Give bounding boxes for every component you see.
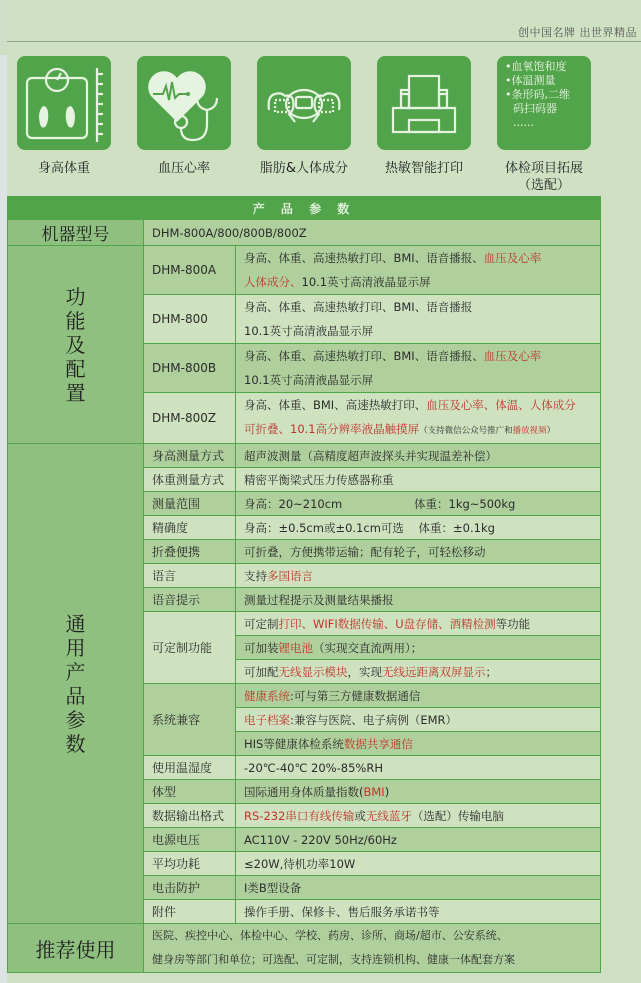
spec-value: I类B型设备 [236, 876, 601, 900]
spec-value: 可折叠，方便携带运输；配有轮子，可轻松移动 [236, 540, 601, 564]
feature-icons-row [7, 56, 641, 196]
spec-label: 体重测量方式 [144, 468, 236, 492]
spec-value: 精密平衡梁式压力传感器称重 [236, 468, 601, 492]
spec-value: 可加装锂电池（实现交直流两用）； [236, 636, 601, 660]
recommend-value: 医院、疾控中心、体检中心、学校、药房、诊所、商场/超市、公安系统、 健身房等部门和单位；可选配、可定制，支持连锁机构、健康一体配套方案 [144, 924, 601, 973]
spec-value: -20℃-40℃ 20%-85%RH [236, 756, 601, 780]
feature-caption: 体检项目拓展 （选配） [504, 161, 583, 193]
recommend-label: 推荐使用 [8, 924, 144, 973]
spec-value: 可定制打印、WIFI数据传输、U盘存储、酒精检测等功能 [236, 612, 601, 636]
spec-value: RS-232串口有线传输或无线蓝牙（选配）传输电脑 [236, 804, 601, 828]
feature-extended-items [489, 56, 599, 194]
model-row [8, 220, 601, 246]
tile-list-item: ...... [513, 116, 534, 129]
spec-value: 身高：±0.5cm或±0.1cm可选 体重：±0.1kg [236, 516, 601, 540]
spec-label: 附件 [144, 900, 236, 924]
table-title-row [8, 197, 601, 220]
spec-label: 身高测量方式 [144, 444, 236, 468]
spec-label: 数据输出格式 [144, 804, 236, 828]
spec-label: 体型 [144, 780, 236, 804]
heart-stethoscope-icon [137, 56, 231, 150]
brand-slogan: 创中国名牌 出世界精品 [518, 26, 637, 39]
spec-label: 使用温湿度 [144, 756, 236, 780]
feature-thermal-printing [369, 56, 479, 177]
feature-caption: 脂肪&人体成分 [259, 161, 349, 176]
left-edge-strip [0, 0, 7, 983]
spec-value: HIS等健康体检系统数据共享通信 [236, 732, 601, 756]
spec-label: 测量范围 [144, 492, 236, 516]
feature-caption: 热敏智能打印 [384, 161, 463, 176]
spec-label: 电源电压 [144, 828, 236, 852]
tile-list-item: •体温测量 [505, 74, 556, 87]
config-model: DHM-800Z [144, 393, 236, 444]
spec-value: 国际通用身体质量指数(BMI) [236, 780, 601, 804]
spec-label: 电击防护 [144, 876, 236, 900]
spec-value: 电子档案:兼容与医院、电子病例（EMR） [236, 708, 601, 732]
spec-value: 超声波测量（高精度超声波探头并实现温差补偿） [236, 444, 601, 468]
tile-list-item: •条形码,二维 [505, 88, 570, 101]
spec-value: 可加配无线显示模块，实现无线远距离双屏显示； [236, 660, 601, 684]
general-group-label: 通 用 产 品 参 数 [8, 444, 144, 924]
tile-list-item: 码扫码器 [513, 102, 557, 115]
config-desc: 身高、体重、高速热敏打印、BMI、语音播报 10.1英寸高清液晶显示屏 [236, 295, 601, 344]
model-value: DHM-800A/800/800B/800Z [144, 220, 601, 246]
feature-body-composition [249, 56, 359, 177]
product-spec-table [7, 196, 601, 973]
spec-value: 操作手册、保修卡、售后服务承诺书等 [236, 900, 601, 924]
spec-label: 语音提示 [144, 588, 236, 612]
feature-blood-pressure [129, 56, 239, 177]
spec-label: 语言 [144, 564, 236, 588]
feature-caption: 血压心率 [157, 161, 210, 176]
config-model: DHM-800B [144, 344, 236, 393]
spec-value: AC110V - 220V 50Hz/60Hz [236, 828, 601, 852]
extended-items-list-tile [497, 56, 591, 150]
header-divider [7, 41, 641, 42]
spec-value: 测量过程提示及测量结果播报 [236, 588, 601, 612]
body-fat-handles-icon [257, 56, 351, 150]
table-title: 产 品 参 数 [8, 197, 601, 220]
recommend-row [8, 924, 601, 973]
config-desc: 身高、体重、BMI、高速热敏打印、血压及心率、体温、人体成分 可折叠、10.1高分辨率液晶触摸屏（支持微信公众号推广和播放视频） [236, 393, 601, 444]
config-model: DHM-800A [144, 246, 236, 295]
spec-value: 支持多国语言 [236, 564, 601, 588]
spec-value: 身高：20~210cm 体重：1kg~500kg [236, 492, 601, 516]
config-group-label: 功 能 及 配 置 [8, 246, 144, 444]
tile-list-item: •血氧饱和度 [505, 60, 567, 73]
scale-feet-icon [17, 56, 111, 150]
spec-label: 系统兼容 [144, 684, 236, 756]
config-desc: 身高、体重、高速热敏打印、BMI、语音播报、血压及心率 10.1英寸高清液晶显示屏 [236, 344, 601, 393]
spec-label: 折叠便携 [144, 540, 236, 564]
spec-row [8, 444, 601, 468]
feature-caption: 身高体重 [37, 161, 90, 176]
config-model: DHM-800 [144, 295, 236, 344]
spec-label: 精确度 [144, 516, 236, 540]
spec-value: ≤20W,待机功率10W [236, 852, 601, 876]
config-row [8, 246, 601, 295]
spec-label: 可定制功能 [144, 612, 236, 684]
config-desc: 身高、体重、高速热敏打印、BMI、语音播报、血压及心率 人体成分、10.1英寸高清液晶显示屏 [236, 246, 601, 295]
model-label: 机器型号 [8, 220, 144, 246]
printer-icon [377, 56, 471, 150]
feature-height-weight [9, 56, 119, 177]
spec-label: 平均功耗 [144, 852, 236, 876]
spec-value: 健康系统:可与第三方健康数据通信 [236, 684, 601, 708]
